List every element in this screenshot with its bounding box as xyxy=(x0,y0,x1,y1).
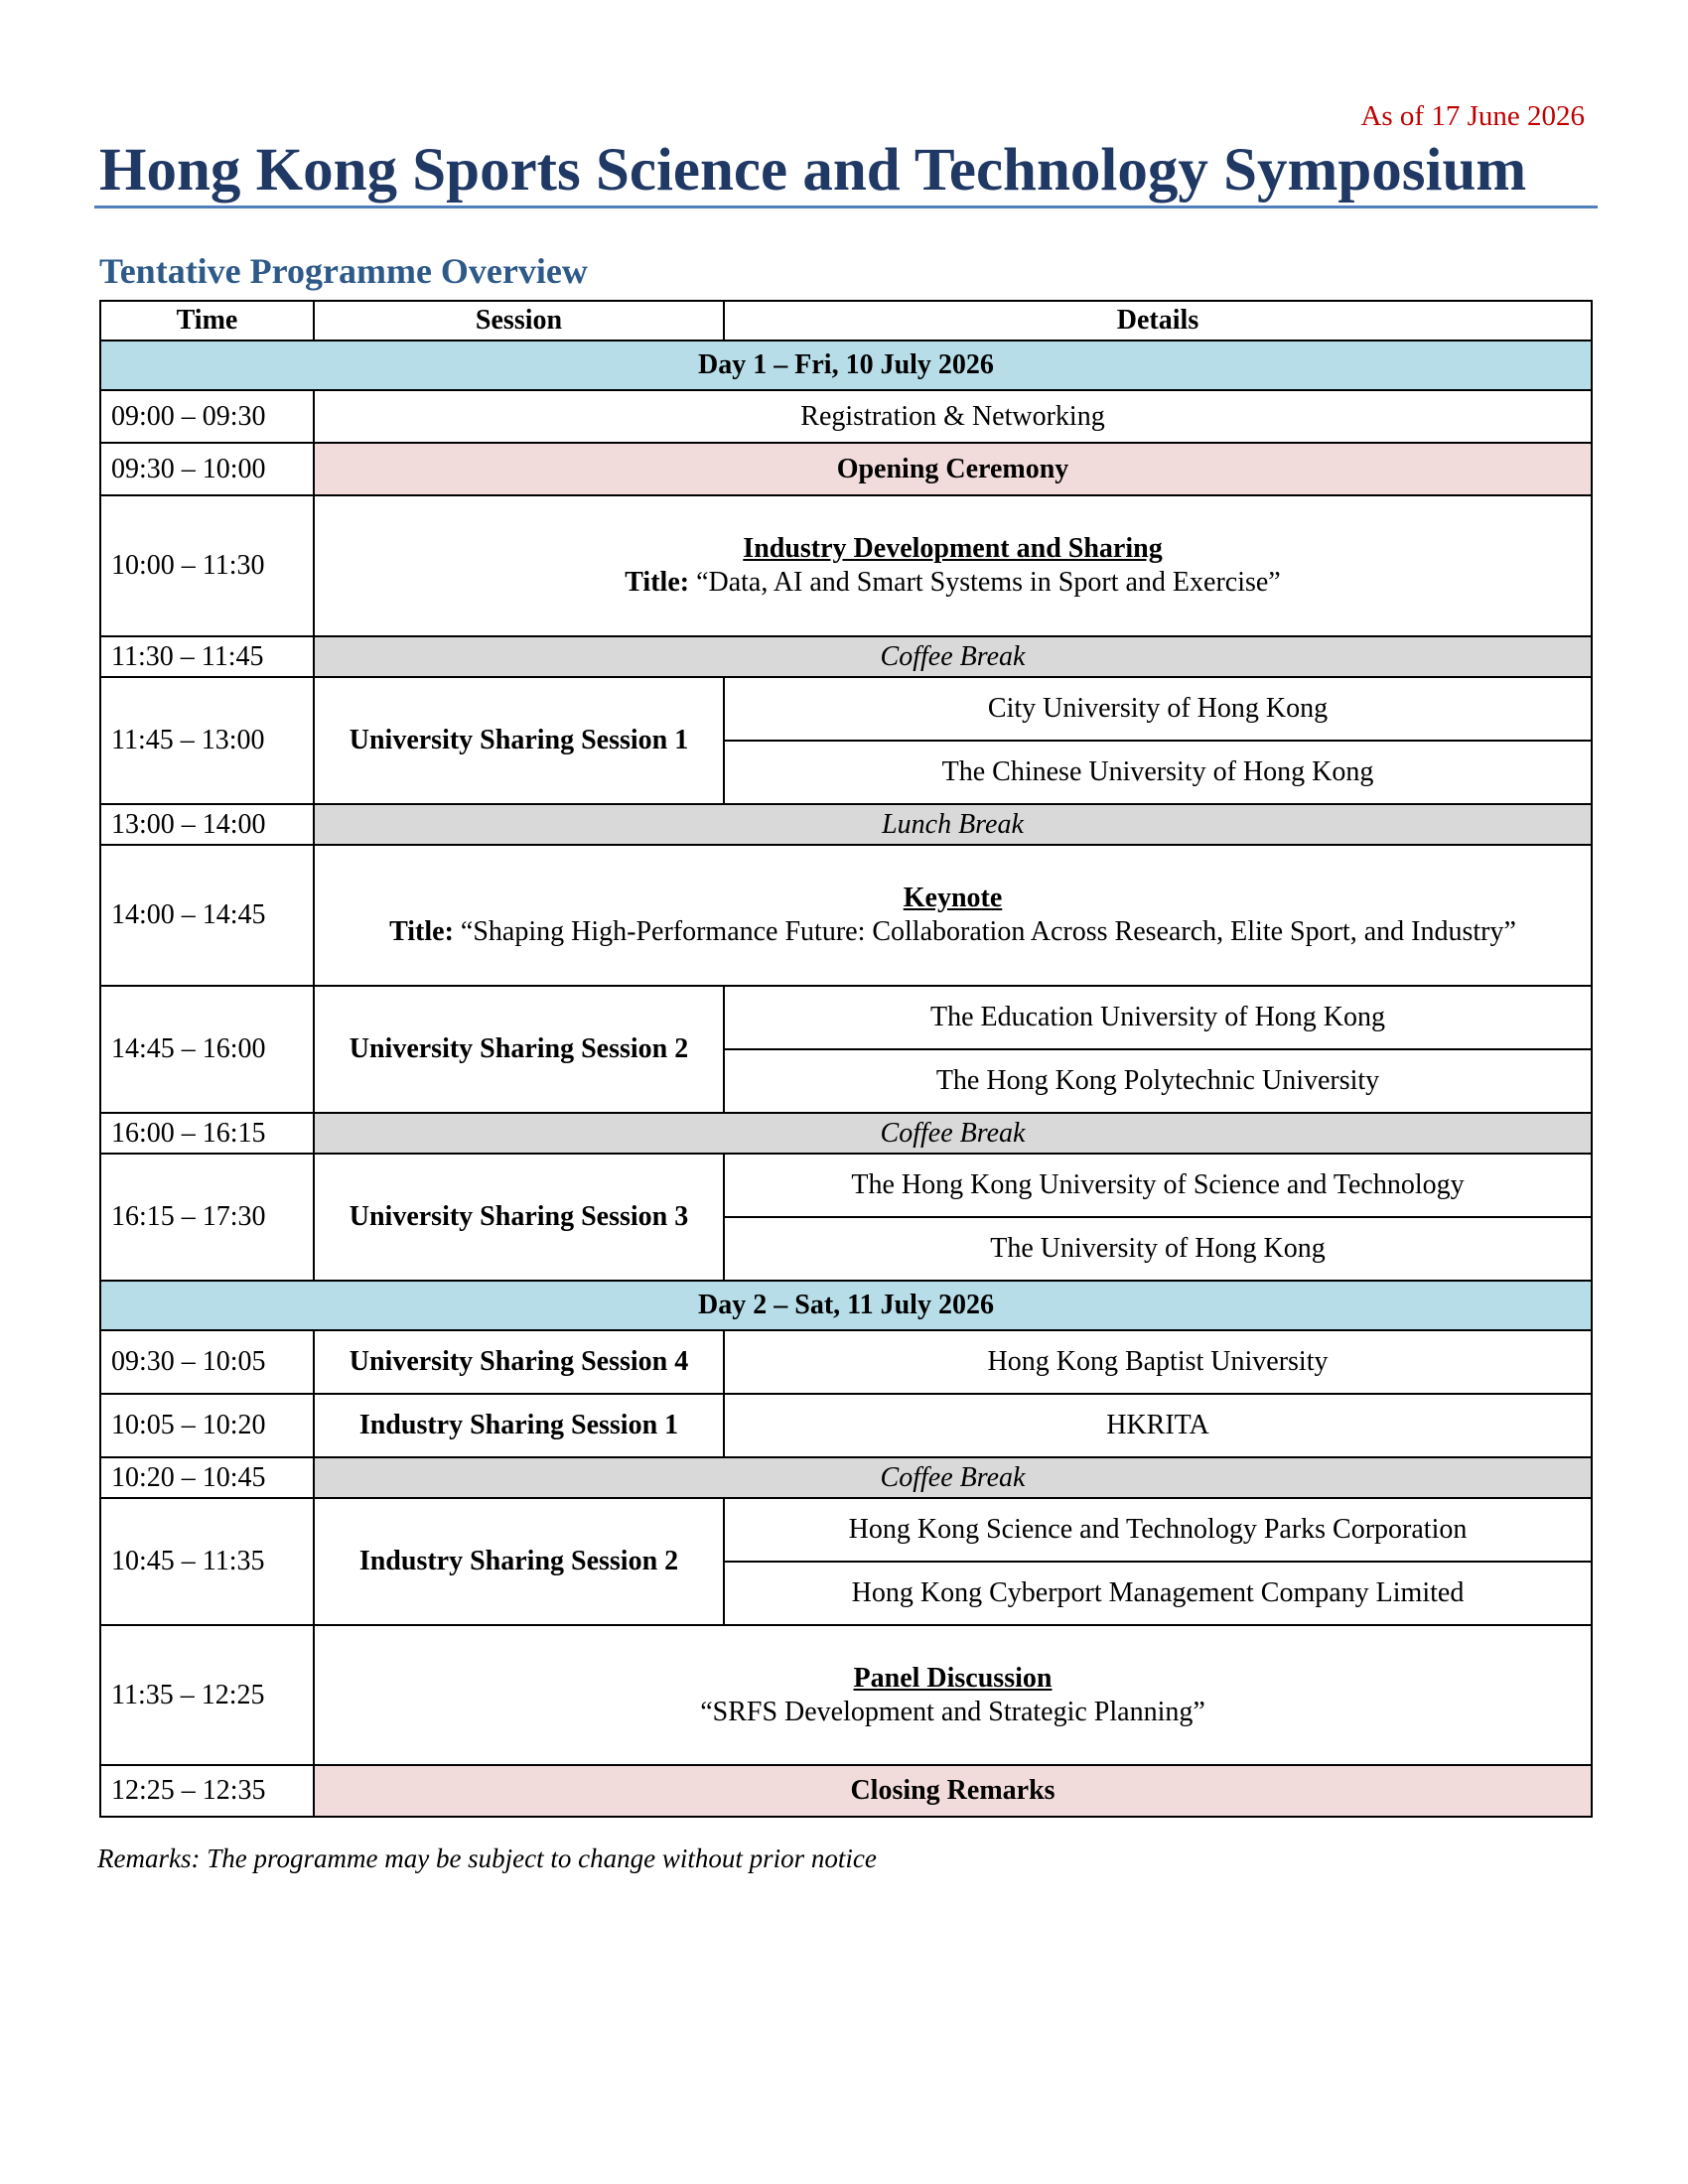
as-of-date: As of 17 June 2026 xyxy=(1360,100,1585,132)
time-cell: 11:35 – 12:25 xyxy=(100,1625,314,1765)
column-header-details: Details xyxy=(724,301,1592,341)
table-row xyxy=(100,804,1592,845)
time-cell: 11:45 – 13:00 xyxy=(100,677,314,804)
table-row xyxy=(100,677,1592,741)
day-header-row xyxy=(100,1281,1592,1330)
table-row xyxy=(100,1765,1592,1817)
table-row xyxy=(100,1394,1592,1457)
time-cell: 11:30 – 11:45 xyxy=(100,636,314,677)
title-line xyxy=(389,916,1516,947)
title-underline xyxy=(94,205,1598,208)
session-cell: University Sharing Session 3 xyxy=(314,1154,724,1281)
details-cell: Hong Kong Cyberport Management Company Limited xyxy=(724,1562,1592,1625)
section-subtitle: Tentative Programme Overview xyxy=(99,251,588,291)
details-cell: The Hong Kong University of Science and Technology xyxy=(724,1154,1592,1217)
keynote-cell xyxy=(314,845,1592,986)
column-header-session: Session xyxy=(314,301,724,341)
title-label: Title: xyxy=(389,916,454,947)
table-row xyxy=(100,443,1592,495)
industry-development-cell xyxy=(314,495,1592,636)
title-line xyxy=(625,567,1280,598)
time-cell: 10:00 – 11:30 xyxy=(100,495,314,636)
session-heading: Keynote xyxy=(903,883,1003,913)
time-cell: 10:05 – 10:20 xyxy=(100,1394,314,1457)
column-header-time: Time xyxy=(100,301,314,341)
time-cell: 09:00 – 09:30 xyxy=(100,390,314,443)
time-cell: 10:20 – 10:45 xyxy=(100,1457,314,1498)
table-row xyxy=(100,1457,1592,1498)
day-2-label: Day 2 – Sat, 11 July 2026 xyxy=(100,1281,1592,1330)
table-row xyxy=(100,1498,1592,1562)
title-label: Title: xyxy=(625,567,690,598)
table-row xyxy=(100,495,1592,636)
table-row xyxy=(100,1625,1592,1765)
session-cell: University Sharing Session 2 xyxy=(314,986,724,1113)
details-cell: The University of Hong Kong xyxy=(724,1217,1592,1281)
title-text: “Shaping High-Performance Future: Collaboration Across Research, Elite Sport, and Industry” xyxy=(453,916,1516,947)
details-cell: City University of Hong Kong xyxy=(724,677,1592,741)
time-cell: 14:00 – 14:45 xyxy=(100,845,314,986)
page-title: Hong Kong Sports Science and Technology Symposium xyxy=(99,137,1527,204)
break-cell: Lunch Break xyxy=(314,804,1592,845)
time-cell: 13:00 – 14:00 xyxy=(100,804,314,845)
table-row xyxy=(100,636,1592,677)
details-cell: The Hong Kong Polytechnic University xyxy=(724,1049,1592,1113)
table-row xyxy=(100,986,1592,1049)
day-1-label: Day 1 – Fri, 10 July 2026 xyxy=(100,341,1592,390)
break-cell: Coffee Break xyxy=(314,636,1592,677)
time-cell: 12:25 – 12:35 xyxy=(100,1765,314,1817)
session-cell: University Sharing Session 4 xyxy=(314,1330,724,1394)
programme-table xyxy=(99,300,1593,1818)
table-row xyxy=(100,1330,1592,1394)
time-cell: 09:30 – 10:05 xyxy=(100,1330,314,1394)
table-header-row xyxy=(100,301,1592,341)
time-cell: 14:45 – 16:00 xyxy=(100,986,314,1113)
table-row xyxy=(100,1113,1592,1154)
details-cell: Hong Kong Baptist University xyxy=(724,1330,1592,1394)
session-cell: University Sharing Session 1 xyxy=(314,677,724,804)
details-cell: Registration & Networking xyxy=(314,390,1592,443)
closing-remarks-cell: Closing Remarks xyxy=(314,1765,1592,1817)
panel-discussion-cell xyxy=(314,1625,1592,1765)
time-cell: 16:15 – 17:30 xyxy=(100,1154,314,1281)
session-cell: Industry Sharing Session 2 xyxy=(314,1498,724,1625)
time-cell: 16:00 – 16:15 xyxy=(100,1113,314,1154)
day-header-row xyxy=(100,341,1592,390)
opening-ceremony-cell: Opening Ceremony xyxy=(314,443,1592,495)
break-cell: Coffee Break xyxy=(314,1457,1592,1498)
time-cell: 09:30 – 10:00 xyxy=(100,443,314,495)
title-text: “SRFS Development and Strategic Planning” xyxy=(700,1696,1205,1727)
remarks-note: Remarks: The programme may be subject to change without prior notice xyxy=(97,1843,877,1873)
details-cell: The Education University of Hong Kong xyxy=(724,986,1592,1049)
details-cell: HKRITA xyxy=(724,1394,1592,1457)
session-heading: Industry Development and Sharing xyxy=(743,533,1163,564)
details-cell: Hong Kong Science and Technology Parks Corporation xyxy=(724,1498,1592,1562)
details-cell: The Chinese University of Hong Kong xyxy=(724,741,1592,804)
time-cell: 10:45 – 11:35 xyxy=(100,1498,314,1625)
session-heading: Panel Discussion xyxy=(853,1662,1053,1694)
table-row xyxy=(100,390,1592,443)
session-cell: Industry Sharing Session 1 xyxy=(314,1394,724,1457)
table-row xyxy=(100,845,1592,986)
break-cell: Coffee Break xyxy=(314,1113,1592,1154)
title-text: “Data, AI and Smart Systems in Sport and Exercise” xyxy=(689,567,1281,598)
table-row xyxy=(100,1154,1592,1217)
